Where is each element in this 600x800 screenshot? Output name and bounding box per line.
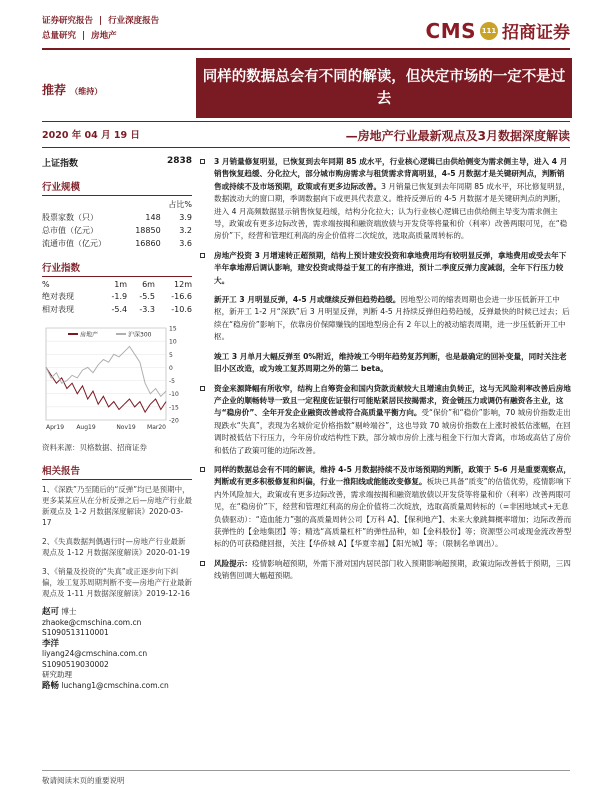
- tag-report: 证券研究报告: [42, 16, 94, 26]
- paragraph: [200, 294, 572, 344]
- cell: 总市值（亿元）: [42, 226, 98, 235]
- analyst-name: 赵可: [42, 607, 60, 617]
- header-tags: 证券研究报告 | 行业深度报告 总量研究 | 房地产: [42, 14, 159, 44]
- cell: -16.6: [171, 292, 192, 301]
- footer-note: 敬请阅读末页的重要说明: [42, 770, 570, 786]
- analyst-name: 路畅: [42, 680, 60, 691]
- para-bold: 同样的数据总会有不同的解读，维持 4-5 月数据持续不及市场预期的判断，政策于 5-6 月是重要观察点，判断或有更多积极修复和纠偏，行业一推阳线或能能改变修复。: [214, 464, 571, 487]
- table-row: [42, 290, 192, 303]
- chart-xtick-label: Apr19: [46, 424, 65, 431]
- chart-legend-label: 沪深300: [128, 331, 152, 339]
- tag-type: 行业深度报告: [108, 16, 160, 26]
- analyst-email[interactable]: luchang1@cmschina.com.cn: [61, 680, 169, 690]
- cell: 18850: [135, 226, 161, 235]
- cell: 股票家数（只）: [42, 213, 98, 222]
- rating-label: 推荐: [42, 83, 67, 97]
- assistant-label: 研究助理: [42, 670, 72, 679]
- paragraph: [200, 351, 572, 376]
- analyst-block: [42, 607, 192, 691]
- perf-section-title: 行业指数: [42, 260, 192, 277]
- cell: 流通市值（亿元）: [42, 239, 106, 248]
- chart-ytick-label: -20: [169, 417, 179, 425]
- cell: 1m: [114, 280, 128, 289]
- analyst-email[interactable]: zhaoke@cmschina.com.cn: [42, 617, 142, 627]
- paragraph: [200, 558, 572, 583]
- chart-xtick-label: Nov19: [116, 424, 136, 431]
- related-item[interactable]: 1、《深跌”乃至随后的“反弹”均已是预期中，更多某某应从在分析反弹之后—房地产行业最新观点及 1-2 月数据深度解读》2020-03-17: [42, 485, 192, 527]
- analyst-name: 李洋: [42, 638, 60, 649]
- para-text: 因地型公司的缩表周期也会进一步压低新开工中枢，新开工 1-2 月“深跌”后 3 月明显反弹，判断 4-5 月持续反弹但趋势趋缓，反弹最快的时候已过去；后续在“稳房价”影响下，依靠房价保障赚钱的国地型房企有 2 年以上的被动缩表周期，进一步压低新开工中枢。: [214, 295, 570, 342]
- related-item[interactable]: 3、《销量及投资的“失真”或正逐步向下纠偏，竣工复苏周期判断不变—房地产行业最新观点及 1-11 月数据深度解读》2019-12-16: [42, 567, 192, 598]
- sidebar: [42, 156, 192, 691]
- chart-ytick-label: -5: [169, 378, 175, 386]
- cell: 3.9: [179, 213, 192, 222]
- analyst-role: 博士: [61, 607, 77, 616]
- index-value: 2838: [166, 156, 192, 166]
- table-row: [42, 237, 192, 250]
- divider: [42, 147, 570, 148]
- scale-table: [42, 198, 192, 250]
- scale-section-title: 行业规模: [42, 179, 192, 196]
- cell: 3.6: [179, 239, 192, 248]
- table-row: [42, 224, 192, 237]
- perf-table: [42, 279, 192, 316]
- chart-ytick-label: 0: [169, 364, 173, 372]
- chart-xtick-label: Aug19: [76, 424, 96, 431]
- related-section-title: 相关报告: [42, 463, 192, 480]
- rating-note: （维持）: [70, 87, 103, 96]
- index-row: [42, 156, 192, 169]
- cell: -5.5: [139, 292, 155, 301]
- para-bold: 新开工 3 月明显反弹，4-5 月或继续反弹但趋势趋缓。: [214, 295, 401, 305]
- para-text: 3 月销量已恢复到去年同期 85 成水平，环比修复明显，数据波动大的窗口期，季调数据向下或更具代表意义。维持反弹后的 4-5 月数据才是关键研判点的判断，进入 4 月高频数据显示销售恢复趋缓，结构分化拉大；认为行业核心逻辑已由供给侧主导变为需求侧主导，政策或有更多边际改善，需求端按揭和融资端放债与开发贷等将量和价（利率）改善两眼可见，在“稳房价”下，经营和管理红利高的房企价值将二次绽放，选取高质量周转标的。: [214, 181, 570, 241]
- index-label: 上证指数: [42, 159, 79, 169]
- report-date: 2020 年 04 月 19 日: [42, 130, 140, 141]
- para-bold: 资金来源降幅有所收窄，结构上自筹资金和国内贷款贡献较大且增速由负转正，这与无风险利率改善后房地产企业的顺畅转导一致且一定程度佐证银行可能贴紧居民按揭需求，资金链压力或调仍有融资各主业，这与“稳房价”、全年开发企业融资改善或符合高质量平衡方向。: [214, 383, 571, 418]
- chart-ytick-label: 10: [169, 338, 177, 346]
- main-content: [200, 156, 572, 590]
- cell: 16860: [135, 239, 161, 248]
- para-text: 疫情影响超预期，外需下滑对国内居民部门收入预期影响超预期，政策边际改善低于预期，三四线销售回调大幅超预期。: [214, 558, 571, 581]
- cell: -3.3: [139, 305, 155, 314]
- chart-ytick-label: -15: [169, 404, 179, 412]
- cell: -1.9: [111, 292, 128, 301]
- logo-text-cn: 招商证券: [502, 23, 570, 43]
- chart-frame: [46, 328, 166, 420]
- tag-research: 总量研究: [42, 31, 77, 41]
- para-bold: 房地产投资 3 月增速转正超预期，结构上预计建安投资和拿地费用均有较明显反弹，拿地费用或受去年下半年拿地滞后调认影响，建安投资或得益于复工的有序推进，预计二季度反弹力度减弱，全年下行压力较大。: [214, 250, 567, 285]
- analyst-email[interactable]: liyang24@cmschina.com.cn: [42, 649, 148, 658]
- paragraph: [200, 383, 572, 457]
- chart-ytick-label: 5: [169, 351, 173, 359]
- brand-logo: [426, 18, 570, 43]
- paragraph: [200, 156, 572, 243]
- cell: %: [42, 280, 50, 289]
- header-rule: [42, 48, 570, 50]
- bullet-icon: [200, 464, 206, 551]
- chart-legend-label: 房地产: [80, 331, 99, 339]
- cell: 相对表现: [42, 305, 74, 314]
- chart-ytick-label: 15: [169, 325, 177, 333]
- chart-svg: [42, 320, 192, 440]
- index-chart: [42, 320, 192, 440]
- chart-series-line: [46, 346, 166, 396]
- scale-unit: 占比%: [168, 200, 192, 209]
- cell: 绝对表现: [42, 292, 74, 301]
- report-title: 同样的数据总会有不同的解读，但决定市场的一定不是过去: [196, 58, 572, 118]
- chart-source: 资料来源：贝格数据、招商证券: [42, 443, 147, 452]
- bullet-icon: [200, 558, 206, 583]
- para-bold: 3 月销量修复明显，已恢复到去年同期 85 成水平，行业核心逻辑已由供给侧变为需求侧主导，进入 4 月销售恢复趋缓、分化拉大，部分城市购房需求与租赁需求背离明显，4-5 月数据才是关键研判点，判断销售或持续不及市场预期，政策或有更多边际改善。: [214, 157, 568, 191]
- para-bold: 风险提示：: [214, 558, 252, 568]
- cell: 148: [145, 213, 161, 222]
- cell: -5.4: [111, 305, 128, 314]
- related-list: [42, 484, 192, 599]
- paragraph: [200, 250, 572, 287]
- cell: -10.6: [171, 305, 192, 314]
- bullet-icon: [200, 156, 206, 243]
- paragraph: [200, 464, 572, 551]
- related-item[interactable]: 2、《失真数据判偶遇行时—房地产行业最新观点及 1-12 月数据深度解读》2020-01-19: [42, 537, 190, 557]
- cell: 12m: [174, 280, 192, 289]
- analyst-id: S1090513110001: [42, 628, 109, 637]
- analyst-id: S1090519030002: [42, 659, 109, 669]
- para-bold: 竣工 3 月单月大幅反弹至 0%附近，维持竣工今明年趋势复苏判断，也是最确定的回补变量，同时关注老旧小区改造，或为竣工复苏周期之外的第二 beta。: [214, 351, 567, 374]
- tag-industry: 房地产: [91, 31, 117, 41]
- cell: 3.2: [179, 226, 192, 235]
- logo-badge-icon: 111: [480, 22, 498, 40]
- para-text: 受“保价”和“稳价”影响，70 城房价指数走出现跌水“失真”，表现为名城价定价格指数“剔岭端谷”，这也导致 70 城房价指数在上涨时被低估涨幅，在回调时被低估下行压力，今年房价或结构性下跌，部分城市房价上涨与租金下行加大背离，市场或高估了房价和低估了政策可能的边际改善。: [214, 408, 571, 455]
- bullet-icon: [200, 383, 206, 457]
- para-text: 板块已具备“质变”的估值优势，疫情影响下内外风险加大，政策或有更多边际改善，需求端按揭和融资端放债以开发贷等将量和价（利率）改善两眼可见，在“稳房价”下，经营和管理红利高的房企价值将二次绽放，选取高质量周转标的（=非困地域式+无息负债驱动）：“造血能力”强的高质量周转公司【万科 A】、【保利地产】、未来大象跳舞概率增加；边际改善而获弹性的【金地集团】等；精选“高质量杠杆”的弹性品种，如【金科股份】等；资源型公司或现金流改善型标的仍可获稳健回报，关注【华侨城 A】【华夏幸福】【阳光城】等；（限制名单调出）。: [214, 477, 572, 549]
- logo-text-en: CMS: [425, 18, 476, 43]
- cell: 6m: [142, 280, 155, 289]
- report-subtitle: —房地产行业最新观点及3月数据深度解读: [345, 129, 570, 143]
- table-row: [42, 303, 192, 316]
- divider: [42, 121, 570, 122]
- chart-xtick-label: Mar20: [147, 424, 166, 431]
- table-row: [42, 211, 192, 224]
- chart-ytick-label: -10: [169, 391, 179, 399]
- rating: [42, 81, 102, 98]
- bullet-icon: [200, 250, 206, 287]
